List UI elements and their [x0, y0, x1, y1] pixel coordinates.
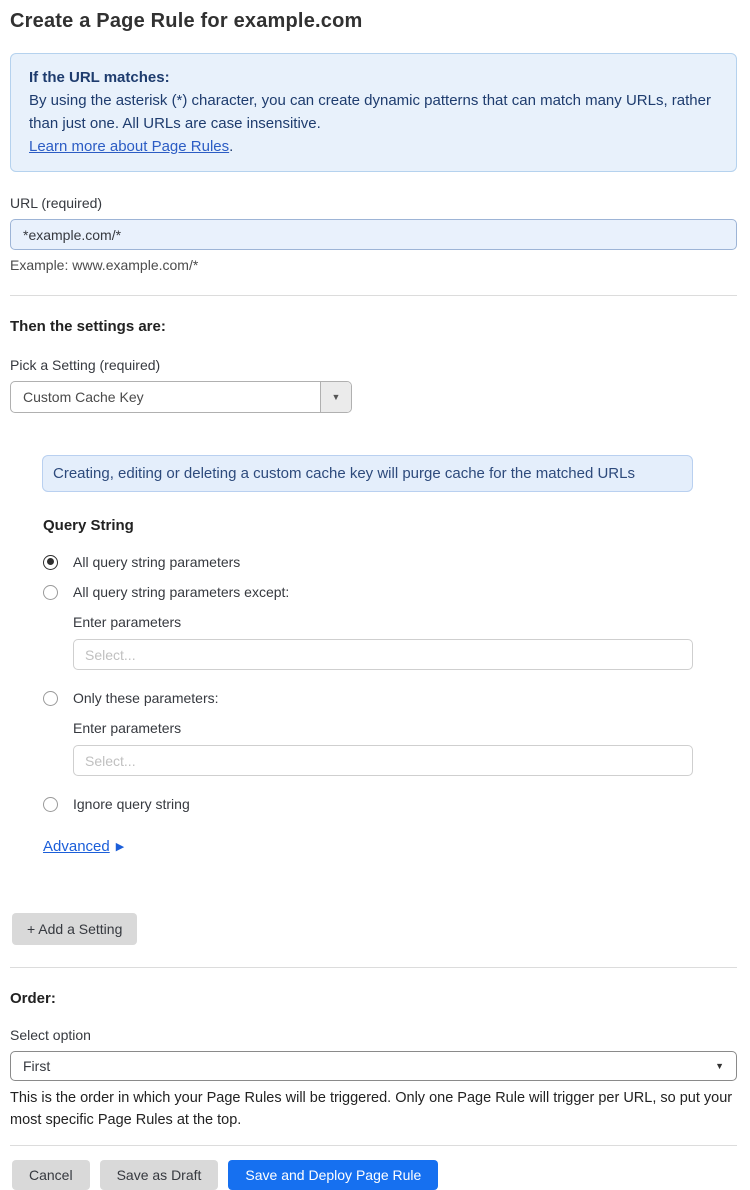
- order-select[interactable]: [10, 1051, 737, 1081]
- setting-dropdown[interactable]: [10, 381, 352, 413]
- divider: [10, 295, 737, 296]
- radio-label: All query string parameters except:: [73, 584, 290, 600]
- chevron-down-icon: ▼: [320, 382, 351, 412]
- radio-label: All query string parameters: [73, 554, 241, 570]
- query-string-heading: Query String: [43, 517, 134, 534]
- radio-icon[interactable]: [43, 691, 58, 706]
- order-select-label: Select option: [10, 1027, 91, 1043]
- enter-parameters-label: Enter parameters: [73, 614, 182, 630]
- radio-label: Ignore query string: [73, 796, 190, 812]
- radio-all-params-except[interactable]: [43, 584, 737, 600]
- enter-parameters-label: Enter parameters: [73, 720, 182, 736]
- order-help-text: This is the order in which your Page Rules will be triggered. Only one Page Rule will trigger per URL, so put your most specific Page Rules at the top.: [10, 1090, 733, 1128]
- caret-right-icon: ▶: [115, 841, 125, 853]
- radio-only-these-params[interactable]: [43, 690, 737, 706]
- order-select-value: First: [23, 1058, 51, 1074]
- advanced-toggle[interactable]: [43, 838, 737, 855]
- advanced-link[interactable]: Advanced: [43, 838, 110, 855]
- radio-ignore-query-string[interactable]: [43, 796, 737, 812]
- info-box-link-row: [29, 135, 718, 158]
- info-box-heading: If the URL matches:: [29, 69, 170, 86]
- chevron-down-icon: ▼: [715, 1061, 724, 1071]
- divider: [10, 1145, 737, 1146]
- order-heading: Order:: [10, 990, 56, 1007]
- except-parameters-input[interactable]: [73, 639, 693, 670]
- url-example-text: Example: www.example.com/*: [10, 257, 199, 273]
- save-and-deploy-button[interactable]: Save and Deploy Page Rule: [228, 1160, 438, 1190]
- page-title: Create a Page Rule for example.com: [10, 10, 363, 32]
- only-parameters-input[interactable]: [73, 745, 693, 776]
- only-parameters-field: [73, 720, 693, 776]
- setting-dropdown-value: Custom Cache Key: [23, 389, 144, 405]
- cache-key-notice: Creating, editing or deleting a custom cache key will purge cache for the matched URLs: [42, 455, 693, 492]
- settings-section-heading: Then the settings are:: [10, 318, 166, 335]
- cancel-button[interactable]: Cancel: [12, 1160, 90, 1190]
- info-box-body: By using the asterisk (*) character, you can create dynamic patterns that can match many URLs, rather than just one. All URLs are case insensitive.: [29, 92, 711, 132]
- except-parameters-field: [73, 614, 693, 670]
- pick-setting-label: Pick a Setting (required): [10, 357, 161, 373]
- radio-all-query-params[interactable]: [43, 554, 737, 570]
- footer-actions: [12, 1160, 737, 1190]
- url-field-label: URL (required): [10, 195, 103, 211]
- radio-icon[interactable]: [43, 797, 58, 812]
- radio-icon[interactable]: [43, 585, 58, 600]
- url-match-info-box: [10, 53, 737, 172]
- query-string-section: [43, 517, 737, 812]
- learn-more-link[interactable]: Learn more about Page Rules: [29, 138, 230, 155]
- radio-label: Only these parameters:: [73, 690, 219, 706]
- url-input[interactable]: [10, 219, 737, 250]
- add-setting-button[interactable]: + Add a Setting: [12, 913, 137, 945]
- save-as-draft-button[interactable]: Save as Draft: [100, 1160, 219, 1190]
- divider: [10, 967, 737, 968]
- radio-icon[interactable]: [43, 555, 58, 570]
- link-period: .: [229, 138, 234, 155]
